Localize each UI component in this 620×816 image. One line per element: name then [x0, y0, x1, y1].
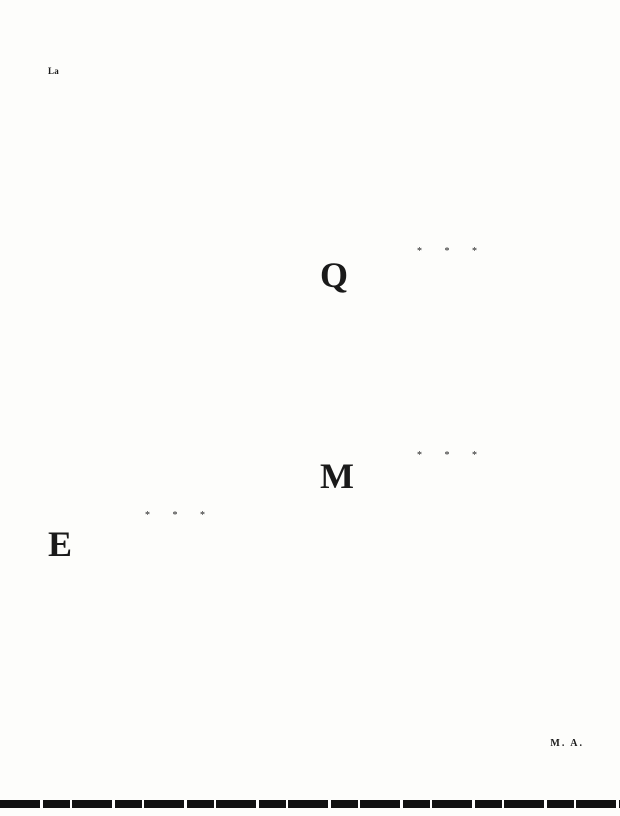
signature: M. A.	[550, 738, 584, 749]
paragraph-lead	[48, 66, 59, 77]
right-column	[320, 40, 584, 755]
separator-asterisks: * * *	[417, 450, 487, 461]
lead-word: La	[48, 66, 60, 76]
drop-cap: M	[320, 456, 354, 496]
separator-asterisks: * * *	[145, 510, 215, 521]
left-column	[48, 40, 312, 755]
separator-asterisks: * * *	[417, 246, 487, 257]
drop-cap: Q	[320, 255, 349, 295]
bottom-rule	[0, 800, 620, 808]
drop-cap: E	[48, 524, 73, 564]
